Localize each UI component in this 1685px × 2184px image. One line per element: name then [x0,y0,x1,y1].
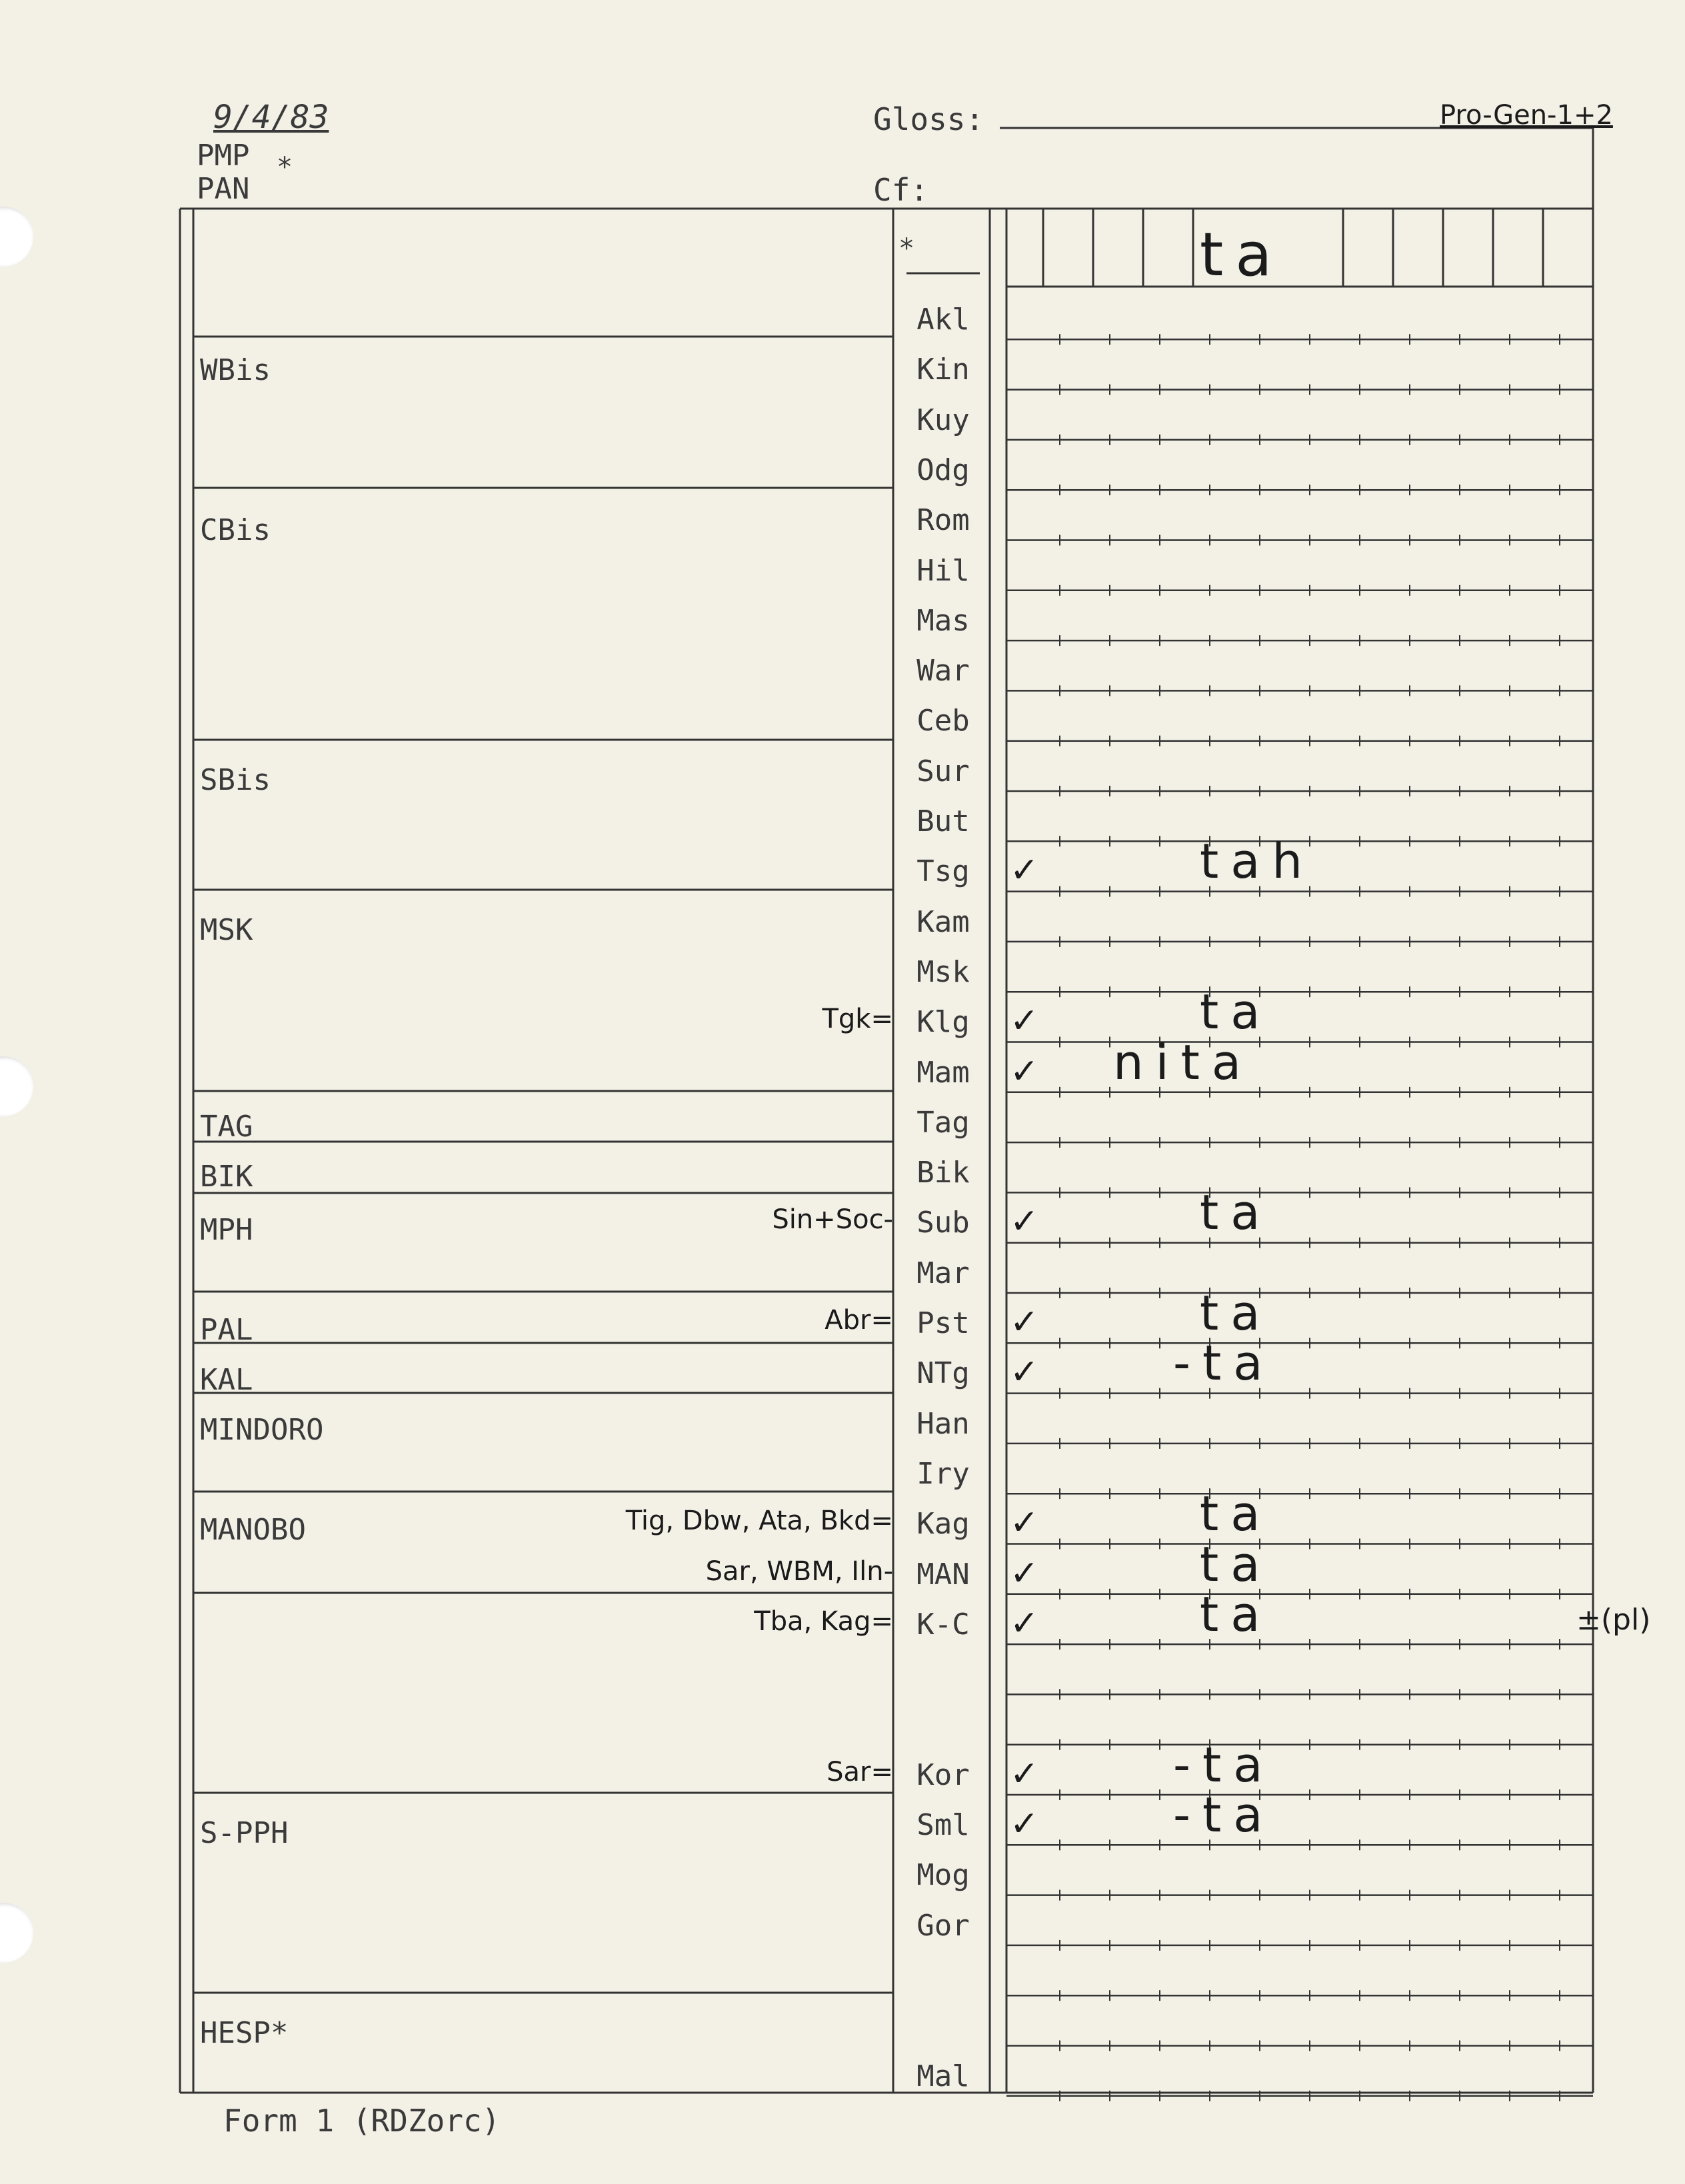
reflex-form: ta [1200,984,1272,1040]
language-abbr: Iry [916,1456,970,1491]
language-abbr: MAN [916,1557,970,1592]
language-abbr: Sub [916,1206,970,1240]
language-abbr: Mam [916,1055,970,1090]
language-abbr: Ceb [916,704,970,738]
reflex-form: ta [1200,1586,1272,1642]
reflex-form: tah [1200,833,1314,890]
gloss-label: Gloss: [873,101,984,137]
reflex-form: ta [1200,1285,1272,1341]
reflex-form: ta [1200,1536,1272,1592]
region-label: MINDORO [200,1413,324,1447]
margin-note: ±(pl) [1576,1603,1651,1637]
language-abbr: Msk [916,954,970,989]
equation-note: Tba, Kag= [754,1606,893,1637]
region-label: HESP* [200,2016,289,2050]
language-abbr: Akl [916,303,970,337]
reflex-form: -ta [1173,1335,1275,1392]
language-abbr: Kor [916,1757,970,1792]
language-abbr: NTg [916,1356,970,1391]
reflex-form: nita [1113,1034,1253,1090]
region-label: KAL [200,1363,253,1397]
region-label: S-PPH [200,1816,289,1850]
equation-note: Sin+Soc- [772,1204,893,1236]
check-mark: ✓ [1010,1603,1039,1643]
check-mark: ✓ [1010,1503,1039,1544]
region-label: CBis [200,513,271,547]
region-label: TAG [200,1110,253,1144]
language-abbr: Tsg [916,854,970,889]
check-mark: ✓ [1010,1202,1039,1242]
language-abbr: Mas [916,603,970,638]
equation-note: Tgk= [822,1004,893,1035]
language-abbr: Mar [916,1256,970,1290]
language-abbr: Kam [916,904,970,939]
region-label: MPH [200,1213,253,1247]
check-mark: ✓ [1010,1553,1039,1594]
language-abbr: Klg [916,1005,970,1040]
equation-note: Tig, Dbw, Ata, Bkd= [625,1506,893,1537]
language-abbr: Bik [916,1156,970,1190]
check-mark: ✓ [1010,850,1039,891]
region-label: SBis [200,763,271,797]
check-mark: ✓ [1010,1753,1039,1794]
check-mark: ✓ [1010,1302,1039,1342]
language-abbr: Mal [916,2059,970,2093]
language-abbr: Kag [916,1507,970,1542]
region-label: MANOBO [200,1513,306,1547]
language-abbr: But [916,804,970,838]
region-label: BIK [200,1160,253,1194]
date: 9/4/83 [213,99,329,136]
cf-label: Cf: [873,172,929,208]
pmp-label: PMP [197,139,250,173]
pan-label: PAN [197,172,250,206]
language-abbr: Sur [916,754,970,788]
region-label: WBis [200,353,271,387]
language-abbr: Han [916,1406,970,1441]
language-abbr: Tag [916,1105,970,1140]
language-abbr: K-C [916,1607,970,1641]
check-mark: ✓ [1010,1352,1039,1393]
check-mark: ✓ [1010,1051,1039,1092]
language-abbr: Odg [916,453,970,487]
language-abbr: Gor [916,1908,970,1943]
proto-marker: * [898,233,915,264]
language-abbr: Mog [916,1858,970,1893]
reflex-form: ta [1200,1184,1272,1241]
category-label: Pro-Gen-1+2 [1440,100,1613,131]
reflex-form: -ta [1173,1787,1275,1843]
check-mark: ✓ [1010,1804,1039,1844]
region-label: MSK [200,913,253,947]
equation-note: Sar= [827,1756,893,1787]
language-abbr: Sml [916,1808,970,1842]
pmp-asterisk: * [277,152,293,183]
equation-note: Sar, WBM, Iln- [705,1556,893,1587]
region-label: PAL [200,1313,253,1347]
equation-note: Abr= [825,1305,893,1336]
proto-form: ta [1200,220,1284,290]
form-footer: Form 1 (RDZorc) [223,2103,501,2139]
language-abbr: Rom [916,503,970,538]
language-abbr: Pst [916,1306,970,1340]
language-abbr: Kin [916,353,970,387]
language-abbr: Hil [916,553,970,588]
check-mark: ✓ [1010,1001,1039,1042]
reflex-form: -ta [1173,1736,1275,1793]
language-abbr: Kuy [916,403,970,437]
language-abbr: War [916,654,970,688]
reflex-form: ta [1200,1486,1272,1542]
